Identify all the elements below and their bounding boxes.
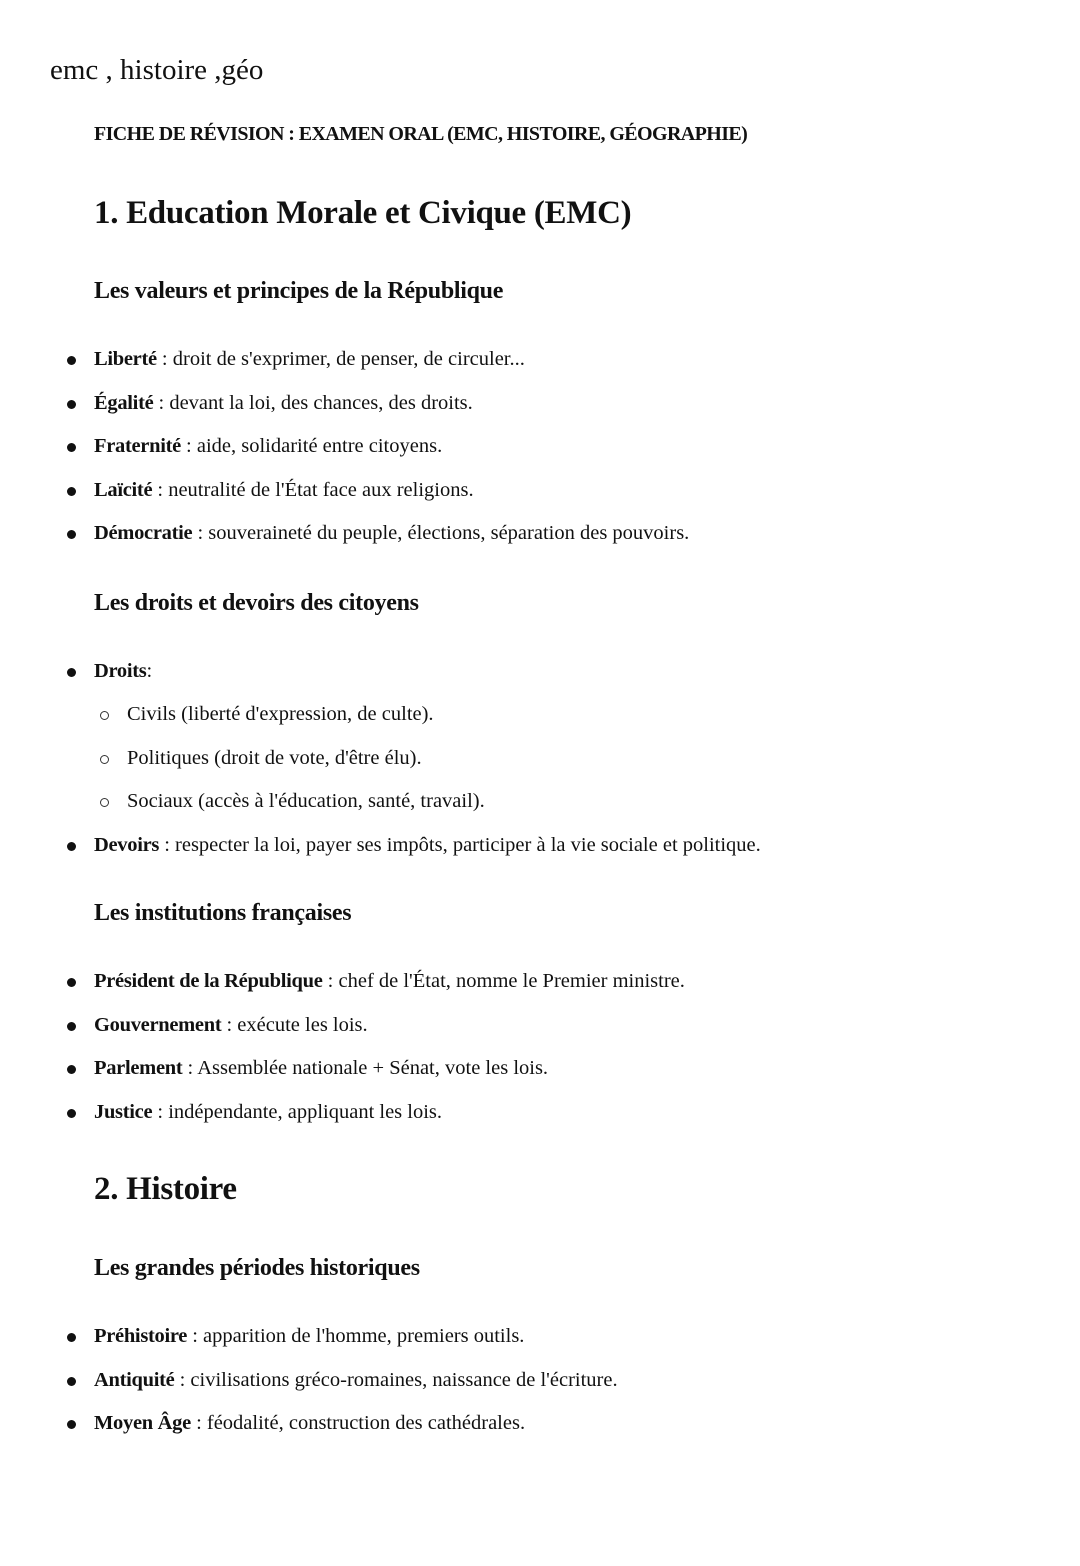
bullet-icon — [67, 1377, 76, 1386]
list-item — [0, 960, 1080, 1004]
bullet-icon — [67, 530, 76, 539]
definition: : indépendante, appliquant les lois. — [152, 1100, 443, 1123]
sheet-header: FICHE DE RÉVISION : EXAMEN ORAL (EMC, HISTOIRE, GÉOGRAPHIE) — [94, 123, 748, 145]
sub-list-item — [0, 780, 1080, 824]
sub-list-item — [0, 737, 1080, 781]
list-item — [0, 1091, 1080, 1135]
definition: : — [146, 659, 153, 682]
bullet-icon — [67, 1022, 76, 1031]
sub-item-text: Sociaux (accès à l'éducation, santé, travail). — [127, 790, 485, 812]
document-title: emc , histoire ,géo — [50, 54, 264, 86]
list-item — [0, 512, 1080, 556]
list-item — [0, 338, 1080, 382]
list-item — [0, 824, 1080, 868]
bullet-icon — [67, 443, 76, 452]
definition: : civilisations gréco-romaines, naissance de l'écriture. — [174, 1368, 618, 1391]
definition: : souveraineté du peuple, élections, séparation des pouvoirs. — [192, 522, 690, 544]
bullet-icon — [67, 842, 76, 851]
droits-devoirs-list — [0, 650, 1080, 868]
term: Préhistoire — [94, 1325, 188, 1347]
sub-list-item — [0, 693, 1080, 737]
list-item — [0, 1402, 1080, 1446]
subheading-droits-devoirs: Les droits et devoirs des citoyens — [94, 589, 419, 616]
list-item — [0, 469, 1080, 513]
hollow-bullet-icon — [100, 798, 109, 807]
hollow-bullet-icon — [100, 755, 109, 764]
term: Moyen Âge — [94, 1412, 191, 1434]
term: Liberté — [94, 348, 157, 370]
list-item — [0, 1047, 1080, 1091]
sub-item-text: Civils (liberté d'expression, de culte). — [127, 703, 434, 725]
bullet-icon — [67, 1420, 76, 1429]
bullet-icon — [67, 356, 76, 365]
bullet-icon — [67, 668, 76, 677]
bullet-icon — [67, 978, 76, 987]
definition: : neutralité de l'État face aux religions. — [152, 478, 474, 501]
definition: : aide, solidarité entre citoyens. — [180, 435, 443, 457]
definition: : devant la loi, des chances, des droits. — [153, 391, 473, 414]
bullet-icon — [67, 1333, 76, 1342]
subheading-valeurs: Les valeurs et principes de la République — [94, 278, 504, 304]
list-item — [0, 1315, 1080, 1359]
bullet-icon — [67, 1109, 76, 1118]
institutions-list — [0, 960, 1080, 1134]
periodes-list — [0, 1315, 1080, 1446]
definition: : respecter la loi, payer ses impôts, participer à la vie sociale et politique. — [159, 833, 761, 856]
term: Antiquité — [94, 1368, 175, 1391]
term: Démocratie — [94, 522, 193, 544]
list-item — [0, 650, 1080, 694]
bullet-icon — [67, 487, 76, 496]
bullet-icon — [67, 400, 76, 409]
definition: : exécute les lois. — [221, 1013, 368, 1036]
term: Droits — [94, 659, 147, 682]
section-heading-histoire: 2. Histoire — [94, 1171, 237, 1207]
definition: : féodalité, construction des cathédrales. — [190, 1412, 526, 1434]
definition: : chef de l'État, nomme le Premier ministre. — [322, 970, 685, 992]
sub-item-text: Politiques (droit de vote, d'être élu). — [127, 746, 422, 769]
list-item — [0, 1359, 1080, 1403]
term: Laïcité — [94, 478, 153, 501]
term: Égalité — [94, 391, 154, 414]
list-item — [0, 1004, 1080, 1048]
term: Devoirs — [94, 833, 160, 856]
term: Justice — [94, 1100, 153, 1123]
subheading-institutions: Les institutions françaises — [94, 900, 352, 926]
bullet-icon — [67, 1065, 76, 1074]
list-item — [0, 382, 1080, 426]
definition: : droit de s'exprimer, de penser, de circuler... — [156, 348, 525, 370]
term: Gouvernement — [94, 1013, 222, 1036]
term: Fraternité — [94, 435, 181, 457]
term: Parlement — [94, 1057, 183, 1079]
definition: : apparition de l'homme, premiers outils. — [187, 1325, 525, 1347]
list-item — [0, 425, 1080, 469]
section-heading-emc: 1. Education Morale et Civique (EMC) — [94, 195, 632, 231]
term: Président de la République — [94, 970, 323, 992]
hollow-bullet-icon — [100, 711, 109, 720]
definition: : Assemblée nationale + Sénat, vote les lois. — [182, 1057, 549, 1079]
valeurs-list — [0, 338, 1080, 556]
document-page — [0, 40, 1080, 1446]
subheading-periodes: Les grandes périodes historiques — [94, 1255, 420, 1281]
